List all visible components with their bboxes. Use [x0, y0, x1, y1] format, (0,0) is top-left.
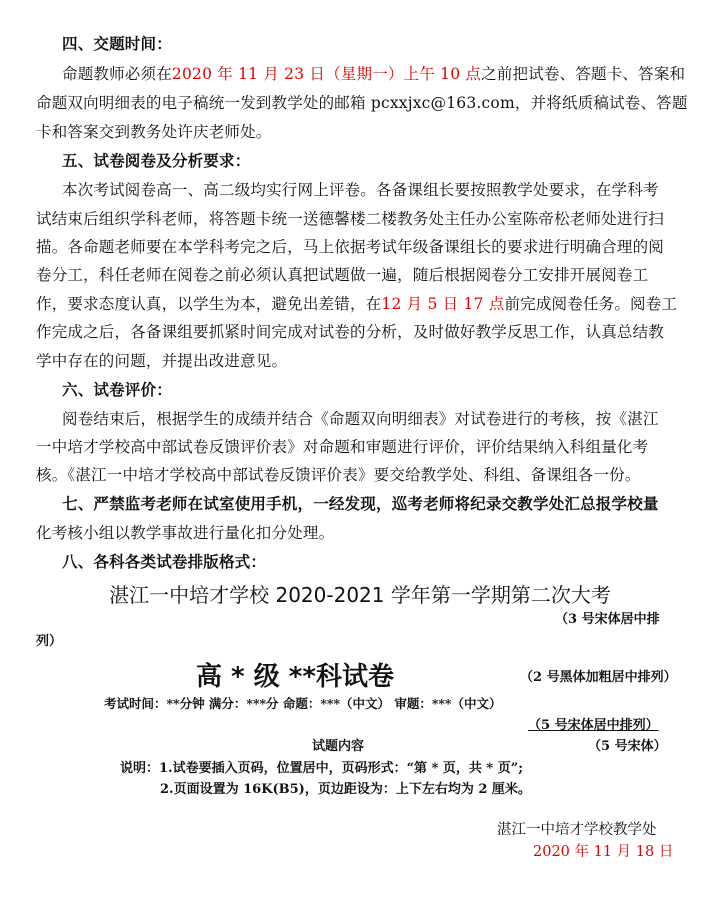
section-6-heading: 六、试卷评价：	[62, 380, 172, 399]
content-label: 试题内容	[312, 739, 365, 754]
deadline-date: 2020 年 11 月 23 日（星期一）上午 10 点	[171, 65, 482, 83]
exam-title-sample: 湛江一中培才学校 2020-2021 学年第一学期第二次大考	[109, 583, 611, 607]
section-8-heading: 八、各科各类试卷排版格式：	[62, 552, 267, 571]
section-5-line-2: 试结束后组织学科老师，将答题卡统一送德馨楼二楼教务处主任办公室陈帝松老师处进行扫	[36, 210, 665, 228]
section-5-line-4: 卷分工，科任老师在阅卷之前必须认真把试题做一遍，随后根据阅卷分工安排开展阅卷工	[36, 266, 649, 284]
section-6-line-2: 一中培才学校高中部试卷反馈评价表》对命题和审题进行评价，评价结果纳入科组量化考	[36, 438, 649, 456]
grading-deadline: 12 月 5 日 17 点	[381, 295, 505, 313]
section-7-line-2: 化考核小组以教学事故进行量化扣分处理。	[36, 524, 335, 542]
section-6-line-1: 阅卷结束后，根据学生的成绩并结合《命题双向明细表》对试卷进行的考核，按《湛江	[62, 410, 659, 428]
text-span: 前完成阅卷任务。阅卷工	[504, 295, 678, 313]
section-5-line-5	[36, 291, 684, 317]
note-line-1: 说明：1.试卷要插入页码，位置居中，页码形式：“第 * 页，共 * 页”;	[120, 761, 524, 776]
section-4-line-1	[62, 61, 710, 87]
section-5-line-3: 描。各命题老师要在本学科考完之后，马上依据考试年级备课组长的要求进行明确合理的阅	[36, 238, 665, 256]
title-format-note-cont: 列）	[36, 634, 63, 649]
section-4-line-2: 命题双向明细表的电子稿统一发到教学处的邮箱 pcxxjxc@163.com，并将纸质稿试卷、答题	[36, 94, 688, 112]
section-4-line-3: 卡和答案交到教务处许庆老师处。	[36, 123, 272, 141]
section-6-line-3: 核。《湛江一中培才学校高中部试卷反馈评价表》要交给教学处、科组、备课组各一份。	[36, 466, 641, 484]
section-7-line-1: 七、严禁监考老师在试室使用手机，一经发现，巡考老师将纪录交教学处汇总报学校量	[62, 494, 659, 513]
note-line-2: 2.页面设置为 16K(B5)，页边距设为：上下左右均为 2 厘米。	[160, 782, 531, 797]
text-span: 命题教师必须在	[62, 65, 172, 83]
issue-date: 2020 年 11 月 18 日	[533, 844, 674, 860]
section-5-heading: 五、试卷阅卷及分析要求：	[62, 151, 251, 170]
subject-title-sample: 高 * 级 **科试卷	[196, 662, 394, 692]
text-span: 作，要求态度认真，以学生为本，避免出差错，在	[36, 295, 382, 313]
title-format-note: （3 号宋体居中排	[555, 612, 660, 627]
content-format-note: （5 号宋体）	[588, 739, 667, 754]
section-5-line-7: 学中存在的问题，并提出改进意见。	[36, 352, 288, 370]
info-format-note: （5 号宋体居中排列）	[528, 718, 659, 733]
exam-info-sample: 考试时间：**分钟 满分：***分 命题：***（中文） 审题：***（中文）	[104, 696, 502, 711]
section-5-line-1: 本次考试阅卷高一、高二级均实行网上评卷。各备课组长要按照教学处要求，在学科考	[62, 181, 659, 199]
subject-format-note: （2 号黑体加粗居中排列）	[520, 670, 677, 685]
text-span: 之前把试卷、答题卡、答案和	[481, 65, 686, 83]
issuer-org: 湛江一中培才学校教学处	[497, 822, 657, 838]
section-4-heading: 四、交题时间：	[62, 34, 172, 53]
section-5-line-6: 作完成之后，各备课组要抓紧时间完成对试卷的分析，及时做好教学反思工作，认真总结教	[36, 323, 665, 341]
